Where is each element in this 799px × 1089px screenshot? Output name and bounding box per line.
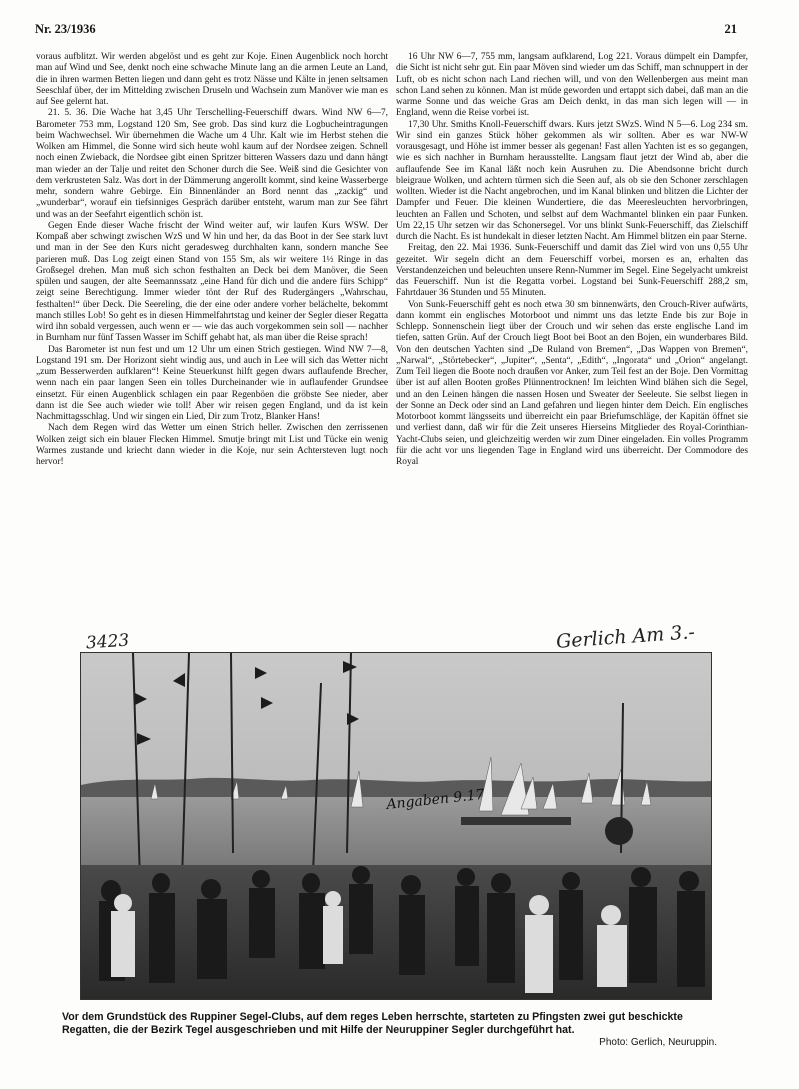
handwritten-number: 3423 (85, 630, 130, 654)
handwritten-signature: Gerlich Am 3.- (555, 621, 696, 653)
photo-credit: Photo: Gerlich, Neuruppin. (599, 1037, 717, 1048)
left-text-column (36, 52, 388, 637)
signal-ball (605, 817, 633, 845)
regatta-photo (80, 652, 712, 1000)
paragraph: Nach dem Regen wird das Wetter um einen Strich heller. Zwischen den zerrissenen Wolken zeigt sich ein blauer Flecken Himmel. Smutje bringt mit List und Tücke ein wenig Warmes zustande und kriecht dann wieder in die Koje, nur sein Achtersteven lugt noch hervor! (36, 423, 388, 467)
issue-number: Nr. 23/1936 (35, 22, 96, 36)
paragraph: Von Sunk-Feuerschiff geht es noch etwa 30 sm binnenwärts, den Crouch-River aufwärts, dann kommt ein englisches Motorboot und nimmt uns das letzte Ende bis zur Boje in Schlepp. Sonnenschein liegt über der Crouch und wir sehen das erste englische Land im tiefen, satten Grün. Auf der Crouch liegt Boot bei Boot an den Bojen, ein wunderbares Bild. Von den deutschen Yachten sind „De Ruland von Bremen“, „Das Wappen von Bremen“, „Narwal“, „Störtebecker“, „Jupiter“, „Senta“, „Edith“, „Ingorata“ und „Orion“ angelangt. Zum Teil liegen die Boote noch draußen vor Anker, zum Teil fest an der Boje. Den Vormittag über ist auf allen Booten großes Plünnentrocknen! Im leichten Wind blähen sich die Segel, und an den Leinen hängen die nassen Hosen und Sweater der Seeleute. Sie selbst liegen in der Sonne an Deck oder sind an Land gefahren und liegen hinter dem Deich. Ein englisches Motorboot kommt längsseits und überreicht ein paar Briefumschläge, der Kapitän öffnet sie und verliest dann, daß wir für die Zeit unseres Hierseins Mitglieder des Royal-Corinthian-Yacht-Clubs seien, und gleichzeitig werden wir zum Diner eingeladen. Ein volles Programm für die acht vor uns liegenden Tage in England wird uns überreicht. Der Commodore des Royal (396, 299, 748, 467)
paragraph: Gegen Ende dieser Wache frischt der Wind weiter auf, wir laufen Kurs WSW. Der Kompaß aber schwingt zwischen WzS und W hin und her, da das Boot in der See stark luvt und man in der See den Kurs nicht geradesweg durchhalten kann, sondern manche See parieren muß. Das Log zeigt einen Stand von 155 Sm, als wir weitere 1½ Ringe in das Großsegel drehen. Man muß sich schon festhalten an Deck bei dem Manöver, die Seen spülen und saugen, der alte Seemannssatz „eine Hand für dich und die andere fürs Schipp“ zeigt seine Berechtigung. Immer wieder tönt der Ruf des Rudergängers „Wahrschau, festhalten!“ über Deck. Die Seereling, die der eine oder andere vorher belächelte, bekommt manch stilles Lob! So geht es in diesen Himmelfahrtstag und keiner der Segler dieser Regatta wird ihn sobald vergessen, auch wenn er — wie das auch vorgekommen sein soll — nachher in Burnham nur fünf Tassen Wasser im Schiff gehabt hat, als man über die Reise sprach! (36, 220, 388, 344)
boat-sign: Angaben 9.17 (385, 786, 486, 813)
paragraph: 21. 5. 36. Die Wache hat 3,45 Uhr Terschelling-Feuerschiff dwars. Wind NW 6—7, Barometer 753 mm, Logstand 120 Sm, See grob. Das sind kurz die Logbucheintragungen beim Wachwechsel. Wir übernehmen die Wache um 4 Uhr. Kalt wie im Herbst stehen die Wolken am Himmel, die Sonne wird sich heute wohl kaum auf der Nordsee zeigen. Schnell noch einen Zwieback, die Nordsee gibt einen Spritzer bitteren Wassers dazu und dann hängt man wieder an der Talje und reitet den Schoner durch die See. Weiß sind die Gesichter von dem verkrusteten Salz. Was dort in der Dämmerung angerollt kommt, sind keine Wasserberge mehr, sondern wahre Gebirge. Ein Binnenländer an Bord nennt das „zackig“ und „wunderbar“, worauf ein tiefsinniges Gespräch darüber entsteht, warum man zur See fährt und was an der Seefahrt eigentlich schön ist. (36, 108, 388, 220)
paragraph: 16 Uhr NW 6—7, 755 mm, langsam aufklarend, Log 221. Voraus dümpelt ein Dampfer, die Sicht ist nicht sehr gut. Ein paar Möven sind wieder um das Schiff, man schnuppert in der Luft, ob es nicht schon nach Land riechen will, und von den Wellenbergen aus meint man schon Land sehen zu können. Man ist müde geworden und ertappt sich dabei, daß man an die warme Sonne und das weiche Gras am Deich denkt, in das man sich legen will — in England, wenn die Reise vorbei ist. (396, 52, 748, 119)
page-number: 21 (724, 22, 737, 36)
boat-hull (461, 817, 571, 825)
paragraph: 17,30 Uhr. Smiths Knoll-Feuerschiff dwars. Kurs jetzt SWzS. Wind N 5—6. Log 234 sm. Wir sind ein ganzes Stück höher gekommen als wir sollten. Aber es war NW-W vorausgesagt, und Höhe ist immer besser als gegenan! Fast allen Yachten ist es so gegangen, wie es sich nachher in Burnham herausstellte. Langsam flaut jetzt der Wind ab, aber die auflaufende See im Kanal läßt noch kein Ausruhen zu. Die Abendsonne bricht durch bleigraue Wolken, und achtern türmen sich die Seen auf, als ob sie den Schoner zerschlagen wollten. Wieder ist die Nacht angebrochen, und im Kanal blinken und blitzen die Lichter der Dampfer und Feuer. Die kleinen Wundertiere, die das Meeresleuchten hervorbringen, leuchten an Fallen und Schoten, und selbst auf dem Wachmantel blinken ein paar Funken. Um 22,15 Uhr setzen wir das Schonersegel. Vor uns blinkt Sunk-Feuerschiff, das Zielschiff durch die Nacht. Es ist hundekalt in dieser letzten Nacht. Am Himmel blitzen ein paar Sterne. (396, 119, 748, 242)
right-text-column (396, 52, 748, 628)
paragraph: voraus aufblitzt. Wir werden abgelöst und es geht zur Koje. Einen Augenblick noch horcht man auf Wind und See, denkt noch eine schwache Minute lang an die armen Leute an Land, die in ihren warmen Betten liegen und dann geht es trotz Nässe und Kälte in jenen seltsamen Seeschlaf über, der im Mittelding zwischen Druseln und Wachsein zum Manöver wie man es auf See gelernt hat. (36, 52, 388, 107)
photo-caption: Vor dem Grundstück des Ruppiner Segel-Clubs, auf dem reges Leben herrschte, starteten zu Pfingsten zwei gut beschickte Regatten, die der Bezirk Tegel ausgeschrieben und mit Hilfe der Neuruppiner Segler durchgeführt hat. (62, 1011, 683, 1036)
paragraph: Das Barometer ist nun fest und um 12 Uhr um einen Strich gestiegen. Wind NW 7—8, Logstand 191 sm. Der Horizont sieht windig aus, und auch in Lee will sich das Wetter nicht „zum Besserwerden aufklaren“! Keine Steuerkunst hilft gegen dwars auflaufende Brecher, wenn nach ein paar langen Seen ein tolles Durcheinander wie in auflaufender Grundsee einsetzt. Für einen Augenblick schlagen ein paar Regenböen die gröbste See nieder, aber dann ist die See auch wieder wie toll! Aber wir reisen gegen England, und da ist kein Nachmittagsschlag. Und wir singen ein Lied, Dir zum Trotz, Blanker Hans! (36, 344, 388, 422)
paragraph: Freitag, den 22. Mai 1936. Sunk-Feuerschiff und damit das Ziel wird von uns 0,55 Uhr gezeitet. Wir segeln dicht an dem Feuerschiff vorbei, morsen es an, erhalten das Verstandenzeichen und beleuchten unsere Renn-Nummer im Segel. Eine Segelyacht umkreist das Feuerschiff. Nun ist die Regatta vorbei. Logstand bei Sunk-Feuerschiff 288,2 sm, Fahrtdauer 36 Stunden und 55 Minuten. (396, 243, 748, 299)
